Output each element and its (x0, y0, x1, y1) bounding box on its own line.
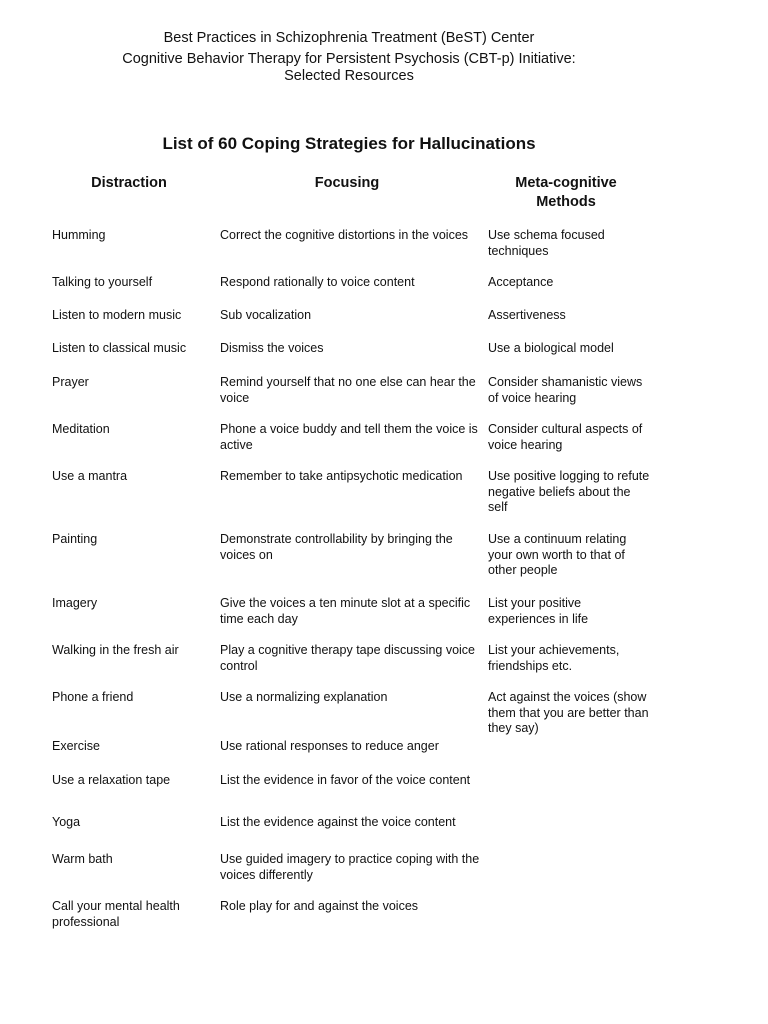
distraction-item: Prayer (52, 375, 89, 389)
meta-cognitive-item: Acceptance (488, 275, 554, 289)
focusing-item: Respond rationally to voice content (220, 275, 415, 289)
column-header-distraction: Distraction (91, 175, 167, 191)
meta-cognitive-item: Use a biological model (488, 341, 614, 355)
document-title: List of 60 Coping Strategies for Hallucinations (162, 134, 536, 153)
distraction-item: Walking in the fresh air (52, 643, 179, 657)
column-header-focusing: Focusing (314, 175, 380, 191)
focusing-item: Use rational responses to reduce anger (220, 739, 439, 753)
column-header-meta-cognitive (488, 174, 644, 212)
distraction-item: Use a relaxation tape (52, 773, 171, 787)
meta-cognitive-item: Use a continuum relating your own worth to that of other people (488, 532, 627, 577)
focusing-item: Play a cognitive therapy tape discussing voice control (220, 643, 476, 673)
focusing-item: Demonstrate controllability by bringing the voices on (220, 532, 453, 562)
distraction-item: Talking to yourself (52, 275, 153, 289)
focusing-item: Correct the cognitive distortions in the voices (220, 228, 469, 242)
focusing-item: List the evidence against the voice content (220, 815, 456, 829)
focusing-item: Give the voices a ten minute slot at a specific time each day (220, 596, 471, 626)
meta-cognitive-item: Consider shamanistic views of voice hearing (488, 375, 643, 405)
distraction-item: Phone a friend (52, 690, 134, 704)
distraction-item: Painting (52, 532, 98, 546)
header-center-line: Best Practices in Schizophrenia Treatment (BeST) Center (163, 30, 535, 46)
column-header-meta-line2: Methods (536, 194, 596, 210)
meta-cognitive-item: List your positive experiences in life (488, 596, 589, 626)
meta-cognitive-item: Act against the voices (show them that you are better than they say) (488, 690, 649, 735)
meta-cognitive-item: Use schema focused techniques (488, 228, 605, 258)
distraction-item: Use a mantra (52, 469, 128, 483)
meta-cognitive-item: List your achievements, friendships etc. (488, 643, 620, 673)
focusing-item: Role play for and against the voices (220, 899, 419, 913)
meta-cognitive-item: Consider cultural aspects of voice hearing (488, 422, 643, 452)
distraction-item: Warm bath (52, 852, 113, 866)
distraction-item: Listen to modern music (52, 308, 182, 322)
distraction-item: Listen to classical music (52, 341, 187, 355)
focusing-item: Dismiss the voices (220, 341, 324, 355)
meta-cognitive-item: Use positive logging to refute negative beliefs about the self (488, 469, 650, 514)
distraction-item: Exercise (52, 739, 100, 753)
focusing-item: Use guided imagery to practice coping with the voices differently (220, 852, 480, 882)
focusing-item: Phone a voice buddy and tell them the voice is active (220, 422, 478, 452)
focusing-item: Remind yourself that no one else can hear the voice (220, 375, 476, 405)
focusing-item: List the evidence in favor of the voice content (220, 773, 471, 787)
column-header-meta-line1: Meta-cognitive (515, 175, 617, 191)
header-resources-line: Selected Resources (284, 68, 414, 84)
focusing-item: Use a normalizing explanation (220, 690, 388, 704)
focusing-item: Sub vocalization (220, 308, 312, 322)
focusing-item: Remember to take antipsychotic medication (220, 469, 463, 483)
distraction-item: Yoga (52, 815, 81, 829)
distraction-item: Humming (52, 228, 106, 242)
header-initiative-line: Cognitive Behavior Therapy for Persistent Psychosis (CBT-p) Initiative: (122, 51, 576, 67)
distraction-item: Meditation (52, 422, 110, 436)
meta-cognitive-item: Assertiveness (488, 308, 566, 322)
distraction-item: Call your mental health professional (52, 899, 180, 929)
distraction-item: Imagery (52, 596, 98, 610)
